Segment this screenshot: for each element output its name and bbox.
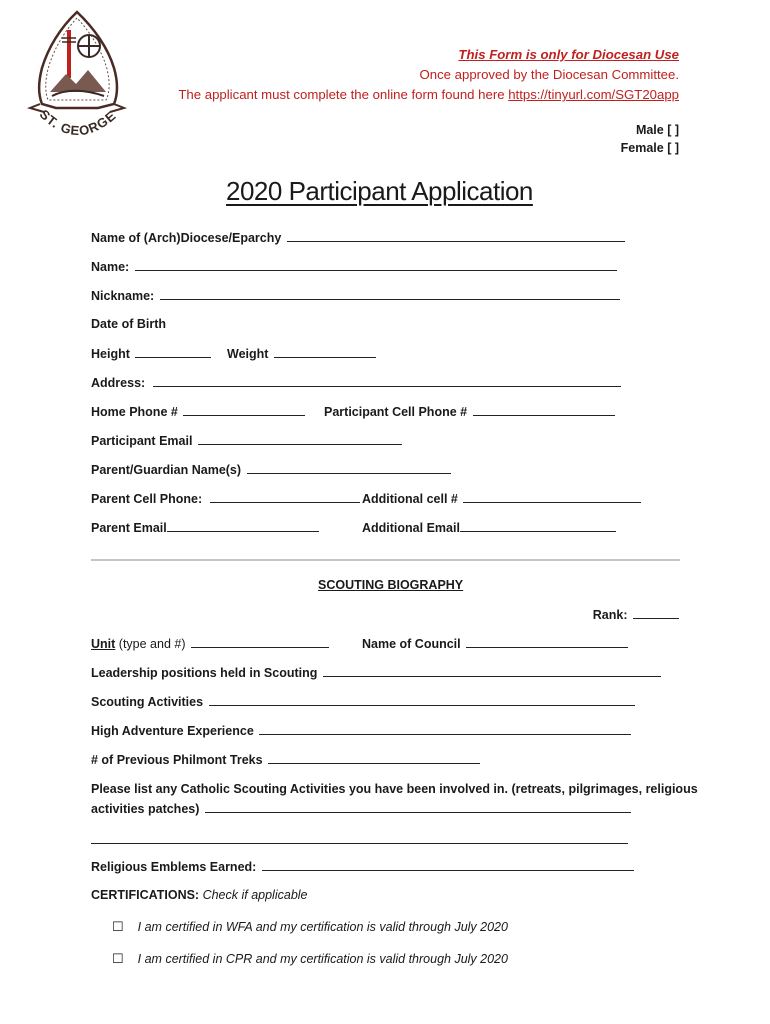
additional-email-field[interactable] [362, 520, 616, 535]
scouting-activities-input-line[interactable] [209, 694, 635, 706]
cpr-certification-label: I am certified in CPR and my certification is valid through July 2020 [137, 952, 508, 966]
svg-text:ST. GEORGE TREK: ST. GEORGE [36, 106, 120, 139]
philmont-input-line[interactable] [268, 752, 480, 764]
address-field[interactable] [91, 375, 621, 390]
parent-cell-input-line[interactable] [210, 491, 360, 503]
participant-email-input-line[interactable] [198, 433, 402, 445]
philmont-label: # of Previous Philmont Treks [91, 753, 263, 767]
wfa-certification-label: I am certified in WFA and my certification is valid through July 2020 [137, 920, 508, 934]
unit-label: Unit [91, 637, 116, 651]
home-phone-label: Home Phone # [91, 405, 178, 419]
diocese-field[interactable] [91, 230, 625, 245]
cpr-certification-item[interactable] [112, 950, 508, 968]
online-form-link[interactable]: https://tinyurl.com/SGT20app [508, 87, 679, 102]
approval-notice: Once approved by the Diocesan Committee. [419, 67, 679, 82]
rank-label: Rank: [592, 608, 628, 622]
high-adventure-label: High Adventure Experience [91, 724, 254, 738]
nickname-field[interactable] [91, 288, 620, 303]
home-phone-field[interactable] [91, 404, 305, 419]
dob-field[interactable]: Date of Birth [91, 317, 166, 331]
parent-email-input-line[interactable] [167, 520, 319, 532]
unit-input-line[interactable] [191, 636, 329, 648]
checkbox-icon[interactable]: ☐ [112, 919, 124, 934]
unit-hint: (type and #) [115, 637, 186, 651]
participant-cell-label: Participant Cell Phone # [324, 405, 468, 419]
guardian-names-label: Parent/Guardian Name(s) [91, 463, 242, 477]
council-input-line[interactable] [466, 636, 628, 648]
additional-cell-field[interactable] [362, 491, 641, 506]
unit-field[interactable] [91, 636, 329, 651]
guardian-names-field[interactable] [91, 462, 451, 477]
participant-cell-field[interactable] [324, 404, 615, 419]
catholic-activities-input-line[interactable] [205, 801, 631, 813]
male-checkbox[interactable]: Male [ ] [635, 123, 679, 137]
online-form-text: The applicant must complete the online form found here [178, 87, 509, 102]
weight-label: Weight [227, 347, 269, 361]
nickname-label: Nickname: [91, 289, 155, 303]
weight-input-line[interactable] [274, 346, 376, 358]
rank-field[interactable] [593, 607, 679, 622]
participant-email-field[interactable] [91, 433, 402, 448]
diocese-label: Name of (Arch)Diocese/Eparchy [91, 231, 282, 245]
address-label: Address: [91, 376, 146, 390]
scouting-activities-label: Scouting Activities [91, 695, 204, 709]
catholic-activities-field[interactable] [91, 801, 631, 816]
high-adventure-field[interactable] [91, 723, 631, 738]
religious-emblems-label: Religious Emblems Earned: [91, 860, 257, 874]
additional-email-label: Additional Email [362, 521, 460, 535]
certifications-hint: Check if applicable [202, 888, 308, 902]
rank-input-line[interactable] [633, 607, 679, 619]
certifications-label: CERTIFICATIONS: [91, 888, 200, 902]
weight-field[interactable] [227, 346, 376, 361]
name-label: Name: [91, 260, 130, 274]
parent-email-label: Parent Email [91, 521, 167, 535]
leadership-field[interactable] [91, 665, 661, 680]
name-input-line[interactable] [135, 259, 617, 271]
religious-emblems-field[interactable] [91, 859, 634, 874]
female-checkbox[interactable]: Female [ ] [620, 141, 679, 155]
additional-email-input-line[interactable] [460, 520, 616, 532]
participant-cell-input-line[interactable] [473, 404, 615, 416]
height-label: Height [91, 347, 130, 361]
catholic-activities-label: activities patches) [91, 802, 200, 816]
leadership-label: Leadership positions held in Scouting [91, 666, 318, 680]
philmont-field[interactable] [91, 752, 480, 767]
council-label: Name of Council [362, 637, 461, 651]
guardian-names-input-line[interactable] [247, 462, 451, 474]
section-divider [91, 559, 680, 561]
high-adventure-input-line[interactable] [259, 723, 631, 735]
scouting-biography-heading: SCOUTING BIOGRAPHY [318, 578, 464, 592]
parent-email-field[interactable] [91, 520, 319, 535]
address-input-line[interactable] [153, 375, 621, 387]
name-field[interactable] [91, 259, 617, 274]
diocese-input-line[interactable] [287, 230, 625, 242]
height-input-line[interactable] [135, 346, 211, 358]
catholic-activities-prompt: Please list any Catholic Scouting Activities you have been involved in. (retreats, pilgrimages, religious [91, 782, 698, 796]
parent-cell-field[interactable] [91, 491, 360, 506]
page-title: 2020 Participant Application [226, 176, 533, 206]
home-phone-input-line[interactable] [183, 404, 305, 416]
nickname-input-line[interactable] [160, 288, 620, 300]
additional-cell-input-line[interactable] [463, 491, 641, 503]
height-field[interactable] [91, 346, 211, 361]
st-george-trek-logo [22, 8, 132, 148]
religious-emblems-input-line[interactable] [262, 859, 634, 871]
leadership-input-line[interactable] [323, 665, 661, 677]
participant-email-label: Participant Email [91, 434, 193, 448]
catholic-activities-extra-line[interactable] [91, 832, 628, 844]
council-field[interactable] [362, 636, 628, 651]
diocesan-use-notice: This Form is only for Diocesan Use [458, 47, 679, 62]
certifications-heading [91, 888, 308, 902]
checkbox-icon[interactable]: ☐ [112, 951, 124, 966]
additional-cell-label: Additional cell # [362, 492, 458, 506]
scouting-activities-field[interactable] [91, 694, 635, 709]
wfa-certification-item[interactable] [112, 918, 508, 936]
parent-cell-label: Parent Cell Phone: [91, 492, 203, 506]
online-form-notice [178, 87, 679, 102]
